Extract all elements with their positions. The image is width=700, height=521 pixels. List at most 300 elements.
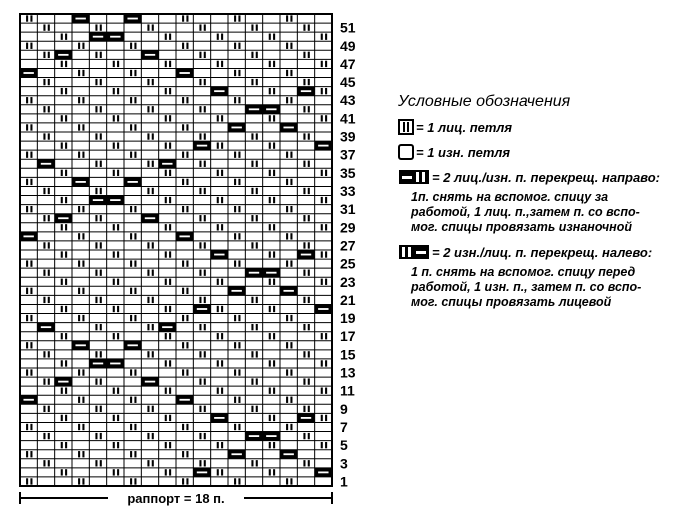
knit-stitch-mark (325, 279, 327, 285)
knit-stitch-mark (147, 161, 149, 167)
knit-stitch-mark (48, 351, 50, 357)
cross-stitch-mark (93, 199, 103, 201)
knit-stitch-mark (134, 70, 136, 76)
knit-stitch-mark (30, 15, 32, 21)
knit-stitch-mark (78, 43, 80, 49)
knit-stitch-mark (113, 442, 115, 448)
knit-stitch-mark (65, 61, 67, 67)
knit-stitch-mark (325, 224, 327, 230)
knit-stitch-mark (286, 97, 288, 103)
knit-stitch-mark (221, 115, 223, 121)
knit-stitch-mark (238, 15, 240, 21)
purl-icon (398, 144, 414, 160)
knit-stitch-mark (234, 206, 236, 212)
knit-stitch-mark (273, 306, 275, 312)
knit-stitch-mark (286, 260, 288, 266)
knit-stitch-mark (95, 270, 97, 276)
knit-stitch-mark (325, 360, 327, 366)
knit-stitch-mark (82, 97, 84, 103)
knit-stitch-mark (221, 197, 223, 203)
knit-stitch-mark (325, 88, 327, 94)
knit-stitch-mark (117, 170, 119, 176)
knit-stitch-mark (26, 206, 28, 212)
knit-stitch-mark (100, 106, 102, 112)
knit-stitch-mark (325, 388, 327, 394)
knit-stitch-mark (43, 215, 45, 221)
knit-stitch-mark (152, 188, 154, 194)
knit-stitch-mark (290, 424, 292, 430)
knit-stitch-mark (186, 15, 188, 21)
knit-stitch-mark (303, 24, 305, 30)
knit-stitch-mark (65, 415, 67, 421)
knit-stitch-mark (165, 142, 167, 148)
knit-stitch-mark (65, 251, 67, 257)
knit-stitch-mark (199, 351, 201, 357)
knit-stitch-mark (43, 460, 45, 466)
knit-stitch-mark (290, 233, 292, 239)
knit-stitch-mark (78, 124, 80, 130)
knit-stitch-mark (269, 442, 271, 448)
knit-stitch-mark (82, 424, 84, 430)
knit-stitch-mark (273, 224, 275, 230)
knit-stitch-mark (251, 188, 253, 194)
knit-stitch-mark (117, 415, 119, 421)
knit-stitch-mark (152, 433, 154, 439)
knit-stitch-mark (134, 43, 136, 49)
cross-stitch-mark (214, 90, 224, 92)
cross-stitch-mark (231, 290, 241, 292)
knit-stitch-mark (100, 460, 102, 466)
knit-stitch-mark (234, 179, 236, 185)
knit-stitch-mark (117, 279, 119, 285)
cross-stitch-mark (301, 254, 311, 256)
cross-stitch-mark (214, 254, 224, 256)
knit-stitch-mark (134, 397, 136, 403)
knit-stitch-mark (186, 478, 188, 484)
knit-stitch-mark (204, 188, 206, 194)
knit-stitch-mark (182, 369, 184, 375)
knit-stitch-mark (61, 251, 63, 257)
cross-stitch-mark (197, 471, 207, 473)
cross-stitch-mark (23, 235, 33, 237)
knit-stitch-mark (238, 369, 240, 375)
knit-stitch-mark (113, 224, 115, 230)
knit-stitch-mark (30, 478, 32, 484)
knit-stitch-mark (182, 342, 184, 348)
knit-stitch-mark (43, 242, 45, 248)
knit-stitch-mark (113, 306, 115, 312)
knit-stitch-mark (204, 161, 206, 167)
knit-stitch-mark (165, 442, 167, 448)
knit-stitch-mark (217, 61, 219, 67)
cross-stitch-mark (249, 272, 259, 274)
knit-stitch-mark (269, 279, 271, 285)
knit-stitch-mark (78, 288, 80, 294)
cross-stitch-mark (127, 181, 137, 183)
knit-stitch-mark (290, 15, 292, 21)
knit-stitch-mark (95, 297, 97, 303)
cross-stitch-mark (283, 290, 293, 292)
knit-stitch-mark (238, 152, 240, 158)
knit-stitch-mark (308, 406, 310, 412)
knit-stitch-mark (303, 378, 305, 384)
knit-stitch-mark (147, 324, 149, 330)
knit-stitch-mark (48, 133, 50, 139)
knit-stitch-mark (65, 333, 67, 339)
knit-stitch-mark (234, 70, 236, 76)
cross-stitch-mark (318, 471, 328, 473)
cross-stitch-mark (231, 127, 241, 129)
knit-stitch-mark (165, 61, 167, 67)
knit-stitch-mark (82, 478, 84, 484)
row-number: 45 (340, 74, 356, 91)
cross-stitch-mark (266, 435, 276, 437)
knit-stitch-mark (182, 260, 184, 266)
knit-stitch-mark (234, 97, 236, 103)
knit-stitch-mark (61, 333, 63, 339)
knit-stitch-mark (100, 24, 102, 30)
knit-stitch-mark (117, 388, 119, 394)
knit-stitch-mark (95, 133, 97, 139)
cross-left-icon (398, 244, 430, 260)
knit-stitch-mark (204, 433, 206, 439)
knit-stitch-mark (61, 415, 63, 421)
cross-stitch-mark (93, 36, 103, 38)
knit-stitch-mark (256, 351, 258, 357)
knit-stitch-mark (217, 306, 219, 312)
knit-stitch-mark (199, 297, 201, 303)
knit-stitch-mark (199, 52, 201, 58)
knit-stitch-mark (130, 124, 132, 130)
knit-stitch-mark (113, 115, 115, 121)
knit-stitch-mark (256, 460, 258, 466)
knit-stitch-mark (147, 270, 149, 276)
knit-stitch-mark (169, 34, 171, 40)
knit-stitch-mark (234, 43, 236, 49)
knit-stitch-mark (117, 333, 119, 339)
knit-stitch-mark (290, 369, 292, 375)
cross-stitch-mark (249, 108, 259, 110)
knit-stitch-mark (217, 224, 219, 230)
knit-stitch-mark (165, 170, 167, 176)
knit-stitch-mark (221, 333, 223, 339)
knit-stitch-mark (30, 451, 32, 457)
cross-stitch-mark (23, 72, 33, 74)
knit-stitch-mark (238, 233, 240, 239)
knit-stitch-mark (100, 188, 102, 194)
knit-stitch-mark (186, 206, 188, 212)
knit-stitch-mark (182, 43, 184, 49)
knit-stitch-mark (78, 152, 80, 158)
knit-stitch-mark (303, 133, 305, 139)
knit-stitch-mark (26, 43, 28, 49)
knit-stitch-mark (130, 315, 132, 321)
knit-stitch-mark (269, 61, 271, 67)
knit-stitch-mark (321, 34, 323, 40)
knit-stitch-mark (286, 478, 288, 484)
knit-stitch-mark (95, 215, 97, 221)
knit-stitch-mark (48, 79, 50, 85)
knit-stitch-mark (308, 215, 310, 221)
knit-stitch-mark (117, 115, 119, 121)
knit-stitch-mark (308, 242, 310, 248)
legend-cross-right-desc: 1п. снять на вспомог. спицу за работой, 1 лиц. п.,затем п. со вспо- мог. спицы провязать изнаночной (411, 190, 640, 234)
knit-stitch-mark (152, 406, 154, 412)
knit-stitch-mark (238, 179, 240, 185)
cross-stitch-mark (301, 90, 311, 92)
knit-stitch-mark (273, 142, 275, 148)
knit-stitch-mark (78, 260, 80, 266)
cross-stitch-mark (283, 127, 293, 129)
knit-stitch-mark (61, 279, 63, 285)
knit-stitch-mark (130, 260, 132, 266)
cross-stitch-mark (266, 108, 276, 110)
knit-stitch-mark (65, 34, 67, 40)
knit-stitch-mark (61, 197, 63, 203)
knit-stitch-mark (204, 297, 206, 303)
cross-stitch-mark (110, 199, 120, 201)
knit-stitch-mark (256, 406, 258, 412)
knit-stitch-mark (43, 378, 45, 384)
knit-stitch-mark (321, 61, 323, 67)
knit-stitch-mark (186, 179, 188, 185)
knit-stitch-mark (117, 88, 119, 94)
knit-stitch-mark (182, 15, 184, 21)
knit-stitch-mark (290, 260, 292, 266)
legend-item-cross-right (398, 169, 698, 185)
knit-stitch-mark (221, 360, 223, 366)
knit-stitch-mark (43, 52, 45, 58)
knit-stitch-mark (321, 279, 323, 285)
knit-stitch-mark (256, 24, 258, 30)
knit-stitch-mark (217, 442, 219, 448)
knit-stitch-mark (169, 306, 171, 312)
legend-purl-text: = 1 изн. петля (416, 144, 510, 160)
knit-stitch-mark (234, 369, 236, 375)
knit-stitch-mark (269, 333, 271, 339)
legend-item-knit (398, 119, 698, 135)
knit-stitch-mark (182, 478, 184, 484)
knit-stitch-mark (186, 260, 188, 266)
knit-stitch-mark (134, 288, 136, 294)
knit-stitch-mark (30, 43, 32, 49)
knit-stitch-mark (82, 233, 84, 239)
knit-stitch-mark (26, 97, 28, 103)
knit-stitch-mark (43, 270, 45, 276)
knit-stitch-mark (238, 424, 240, 430)
knit-stitch-mark (78, 206, 80, 212)
knit-stitch-mark (95, 242, 97, 248)
knit-stitch-mark (100, 79, 102, 85)
knit-stitch-mark (65, 115, 67, 121)
knit-stitch-mark (273, 469, 275, 475)
knit-stitch-mark (199, 378, 201, 384)
knit-stitch-mark (30, 124, 32, 130)
knit-stitch-mark (308, 79, 310, 85)
row-number: 5 (340, 437, 348, 454)
row-number: 29 (340, 219, 356, 236)
knit-stitch-mark (61, 115, 63, 121)
knit-stitch-mark (26, 124, 28, 130)
knit-stitch-mark (65, 142, 67, 148)
knit-stitch-mark (30, 179, 32, 185)
cross-stitch-mark (75, 18, 85, 20)
knit-stitch-mark (165, 360, 167, 366)
knit-stitch-mark (269, 388, 271, 394)
knit-stitch-mark (273, 360, 275, 366)
knit-stitch-mark (95, 324, 97, 330)
knit-stitch-mark (26, 369, 28, 375)
knit-stitch-mark (251, 24, 253, 30)
row-number: 41 (340, 110, 356, 127)
knit-stitch-mark (234, 424, 236, 430)
knit-stitch-mark (169, 61, 171, 67)
knit-stitch-mark (147, 242, 149, 248)
knit-stitch-mark (130, 451, 132, 457)
knit-stitch-mark (186, 288, 188, 294)
knit-stitch-mark (169, 224, 171, 230)
knit-stitch-mark (290, 478, 292, 484)
knit-stitch-mark (256, 79, 258, 85)
knit-stitch-mark (78, 451, 80, 457)
knit-stitch-mark (251, 215, 253, 221)
knit-stitch-mark (234, 397, 236, 403)
knit-stitch-mark (113, 333, 115, 339)
knit-stitch-mark (290, 70, 292, 76)
knit-stitch-mark (256, 324, 258, 330)
knit-stitch-mark (61, 442, 63, 448)
knit-stitch-mark (234, 152, 236, 158)
knit-stitch-mark (30, 260, 32, 266)
cross-stitch-mark (110, 363, 120, 365)
cross-stitch-mark (179, 72, 189, 74)
knit-stitch-mark (48, 106, 50, 112)
knit-stitch-mark (43, 24, 45, 30)
knit-stitch-mark (147, 79, 149, 85)
knit-stitch-mark (113, 388, 115, 394)
knit-stitch-mark (290, 206, 292, 212)
knit-stitch-mark (165, 197, 167, 203)
knit-stitch-mark (165, 388, 167, 394)
cross-stitch-mark (58, 54, 68, 56)
knit-stitch-mark (286, 369, 288, 375)
knit-stitch-mark (199, 161, 201, 167)
cross-stitch-mark (58, 217, 68, 219)
knit-stitch-mark (95, 351, 97, 357)
cross-stitch-mark (179, 235, 189, 237)
knit-stitch-mark (186, 124, 188, 130)
knit-stitch-mark (165, 224, 167, 230)
row-number: 27 (340, 237, 356, 254)
knit-stitch-mark (221, 142, 223, 148)
knit-stitch-mark (251, 161, 253, 167)
knit-stitch-mark (130, 397, 132, 403)
knit-stitch-mark (199, 324, 201, 330)
knit-stitch-mark (286, 43, 288, 49)
row-number: 37 (340, 146, 356, 163)
knit-stitch-mark (152, 351, 154, 357)
knit-stitch-mark (26, 478, 28, 484)
knit-stitch-mark (165, 34, 167, 40)
knit-stitch-mark (199, 188, 201, 194)
knit-stitch-mark (186, 152, 188, 158)
row-number: 35 (340, 164, 356, 181)
knit-stitch-mark (65, 360, 67, 366)
knit-stitch-mark (130, 424, 132, 430)
knit-stitch-mark (199, 406, 201, 412)
knit-stitch-mark (117, 61, 119, 67)
knit-stitch-mark (130, 43, 132, 49)
knit-stitch-mark (134, 478, 136, 484)
knit-stitch-mark (165, 251, 167, 257)
knit-stitch-mark (251, 351, 253, 357)
row-number: 11 (340, 382, 355, 399)
knit-stitch-mark (100, 297, 102, 303)
knit-stitch-mark (256, 188, 258, 194)
knit-stitch-mark (217, 469, 219, 475)
knit-stitch-mark (65, 442, 67, 448)
cross-stitch-mark (318, 145, 328, 147)
cross-stitch-mark (283, 453, 293, 455)
knit-stitch-mark (48, 188, 50, 194)
knit-stitch-mark (26, 451, 28, 457)
repeat-label: раппорт = 18 п. (127, 491, 225, 506)
knit-stitch-mark (217, 197, 219, 203)
knit-stitch-mark (65, 88, 67, 94)
knit-stitch-mark (100, 52, 102, 58)
knit-stitch-mark (61, 61, 63, 67)
knit-stitch-mark (321, 224, 323, 230)
row-number: 43 (340, 92, 356, 109)
knit-stitch-mark (117, 442, 119, 448)
knit-stitch-mark (147, 188, 149, 194)
knit-stitch-mark (61, 306, 63, 312)
legend-cross-right-text: = 2 лиц./изн. п. перекрещ. направо: (432, 169, 660, 185)
knit-icon (398, 119, 414, 135)
knit-stitch-mark (48, 460, 50, 466)
knit-stitch-mark (217, 142, 219, 148)
knit-stitch-mark (325, 115, 327, 121)
knit-stitch-mark (147, 351, 149, 357)
knit-stitch-mark (308, 188, 310, 194)
cross-stitch-mark (58, 381, 68, 383)
knit-stitch-mark (325, 251, 327, 257)
knit-stitch-mark (186, 369, 188, 375)
cross-stitch-mark (318, 308, 328, 310)
knit-stitch-mark (152, 324, 154, 330)
cross-stitch-mark (110, 36, 120, 38)
knit-stitch-mark (169, 197, 171, 203)
knit-stitch-mark (95, 406, 97, 412)
knit-stitch-mark (95, 433, 97, 439)
row-number: 21 (340, 291, 356, 308)
knit-stitch-mark (130, 233, 132, 239)
knit-stitch-mark (182, 206, 184, 212)
legend-item-purl (398, 144, 698, 160)
knit-stitch-mark (303, 52, 305, 58)
knit-stitch-mark (290, 397, 292, 403)
knit-stitch-mark (238, 43, 240, 49)
knit-stitch-mark (165, 88, 167, 94)
knit-stitch-mark (113, 279, 115, 285)
cross-stitch-mark (266, 272, 276, 274)
row-number: 39 (340, 128, 356, 145)
knit-stitch-mark (234, 342, 236, 348)
knit-stitch-mark (100, 161, 102, 167)
knit-stitch-mark (221, 388, 223, 394)
knit-stitch-mark (100, 270, 102, 276)
row-number: 13 (340, 364, 356, 381)
